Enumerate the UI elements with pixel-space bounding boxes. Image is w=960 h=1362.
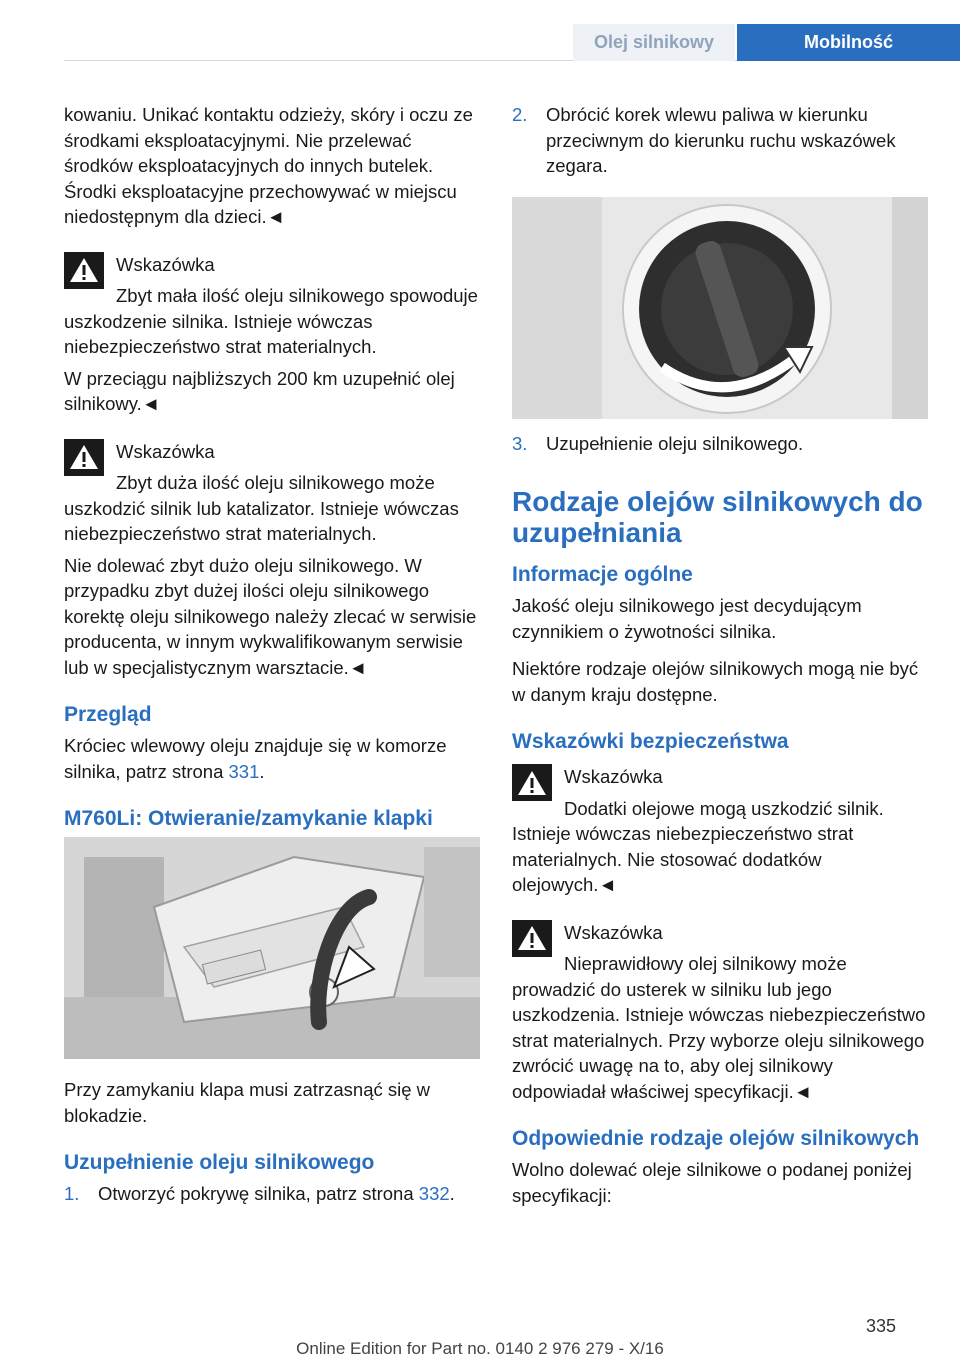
overview-text: Króciec wlewowy oleju znajduje się w komorze silnika, patrz strona 331. — [64, 735, 447, 782]
suitable-oils-heading: Odpowiednie rodzaje olejów silnikowych — [512, 1127, 920, 1150]
step-3: 3. Uzupełnienie oleju silnikowego. — [512, 431, 928, 457]
header-chapter-tab[interactable]: Mobilność — [737, 24, 960, 61]
warning-title: Wskazówka — [116, 440, 215, 462]
warning-block-1 — [64, 252, 480, 417]
step-number: 1. — [64, 1183, 80, 1204]
right-column — [512, 102, 928, 1220]
general-info-heading: Informacje ogólne — [512, 563, 693, 586]
general-info-p1: Jakość oleju silnikowego jest decydującym czynnikiem o żywotności silnika. — [512, 595, 862, 642]
warning-block-3 — [512, 764, 928, 898]
page-link-332[interactable]: 332 — [418, 1183, 450, 1204]
step-number: 3. — [512, 432, 528, 454]
step-2: 2. Obrócić korek wlewu paliwa w kierunku przeciwnym do kierunku ruchu wskazówek zegara. — [512, 104, 896, 176]
section-title: Rodzaje olejów silnikowych do uzupełniania — [512, 486, 923, 548]
general-info-p2: Niektóre rodzaje olejów silnikowych mogą nie być w danym kraju dostępne. — [512, 658, 919, 705]
page-link-331[interactable]: 331 — [228, 760, 260, 782]
warning-block-4 — [512, 920, 928, 1105]
step-number: 2. — [512, 104, 528, 125]
step-1: 1. Otworzyć pokrywę silnika, patrz strona 332. — [64, 1181, 480, 1207]
header-section-tab[interactable]: Olej silnikowy — [573, 24, 735, 61]
intro-paragraph: kowaniu. Unikać kontaktu odzieży, skóry i oczu ze środkami eksploatacyjnymi. Nie przelewać środków eksploatacyjnych do innych butelek. Środki eksploatacyjne przechowywać w miejscu niedostępnym dla dzieci.◄ — [64, 104, 473, 227]
warning-text: Zbyt duża ilość oleju silnikowego może uszkodzić silnik lub katalizator. Istnieje wówczas niebezpieczeństwo strat materialnych. — [64, 472, 459, 544]
m760-heading: M760Li: Otwieranie/zamykanie klapki — [64, 807, 433, 830]
engine-bay-figure — [64, 837, 480, 1059]
warning-extra: W przeciągu najbliższych 200 km uzupełnić olej silnikowy.◄ — [64, 367, 455, 414]
warning-triangle-icon — [512, 920, 552, 957]
warning-title: Wskazówka — [564, 921, 663, 943]
warning-block-2 — [64, 439, 480, 681]
warning-extra: Nie dolewać zbyt dużo oleju silnikowego. W przypadku zbyt dużej ilości oleju silnikowego korektę oleju silnikowego należy zlecać w serwisie producenta, w innym wykwalifikowanym serwisie lub w specjalistycznym warsztacie.◄ — [64, 554, 477, 678]
m760-caption: Przy zamykaniu klapa musi zatrzasnąć się w blokadzie. — [64, 1079, 431, 1126]
warning-title: Wskazówka — [564, 766, 663, 787]
warning-text: Dodatki olejowe mogą uszkodzić silnik. Istnieje wówczas niebezpieczeństwo strat materialnych. Nie stosować dodatków olejowych.◄ — [512, 797, 884, 895]
warning-triangle-icon — [64, 439, 104, 476]
footer-edition: Online Edition for Part no. 0140 2 976 279 - X/16 — [296, 1339, 664, 1358]
refill-heading: Uzupełnienie oleju silnikowego — [64, 1151, 375, 1174]
left-column — [64, 102, 480, 1219]
suitable-oils-text: Wolno dolewać oleje silnikowe o podanej poniżej specyfikacji: — [512, 1159, 912, 1206]
warning-triangle-icon — [512, 764, 552, 801]
warning-text: Nieprawidłowy olej silnikowy może prowadzić do usterek w silniku lub jego uszkodzenia. Istnieje wówczas niebezpieczeństwo strat materialnych. Przy wyborze oleju silnikowego zwrócić uwagę na to, aby olej silnikowy odpowiadał właściwej specyfikacji.◄ — [512, 953, 926, 1102]
warning-triangle-icon — [64, 252, 104, 289]
safety-heading: Wskazówki bezpieczeństwa — [512, 730, 789, 753]
oil-cap-figure — [512, 197, 928, 419]
warning-title: Wskazówka — [116, 253, 215, 275]
page-number: 335 — [865, 1316, 896, 1336]
warning-text: Zbyt mała ilość oleju silnikowego spowoduje uszkodzenie silnika. Istnieje wówczas niebezpieczeństwo strat materialnych. — [64, 285, 478, 357]
overview-heading: Przegląd — [64, 703, 152, 726]
